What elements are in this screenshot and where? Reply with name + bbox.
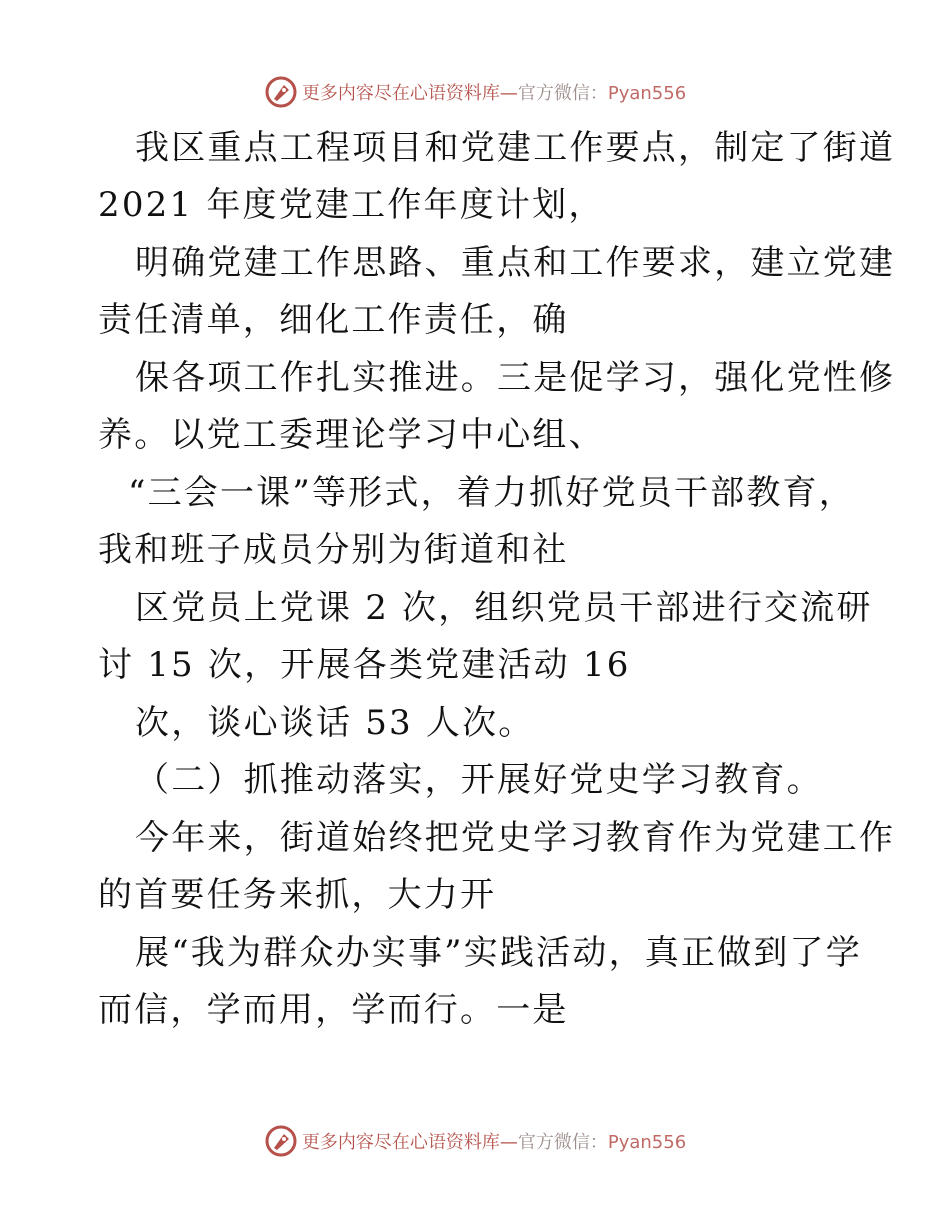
text-line: 明确党建工作思路、重点和工作要求，建立党建 (135, 243, 896, 283)
pen-nib-logo-icon (264, 75, 298, 109)
text-line: 我和班子成员分别为街道和社 (98, 530, 569, 570)
text-line: 今年来，街道始终把党史学习教育作为党建工作 (135, 818, 896, 858)
text-line: 责任清单，细化工作责任，确 (98, 300, 569, 340)
text-line: 的首要任务来抓，大力开 (98, 875, 497, 915)
text-line: “三会一课”等形式，着力抓好党员干部教育， (128, 473, 855, 513)
text-line: 区党员上党课 2 次，组织党员干部进行交流研 (135, 588, 873, 628)
text-line: 讨 15 次，开展各类党建活动 16 (98, 645, 631, 685)
text-line: 我区重点工程项目和党建工作要点，制定了街道 (135, 128, 896, 168)
watermark-separator: — (499, 83, 518, 104)
text-line: 展“我为群众办实事”实践活动，真正做到了学 (135, 933, 862, 973)
text-line: 保各项工作扎实推进。三是促学习，强化党性修 (135, 358, 896, 398)
watermark-account: Pyan556 (607, 83, 687, 104)
text-line: 养。以党工委理论学习中心组、 (98, 415, 605, 455)
footer-watermark (0, 1121, 950, 1161)
watermark-label: 官方微信： (517, 83, 608, 104)
watermark-text (302, 79, 686, 105)
section-heading: （二）抓推动落实，开展好党史学习教育。 (135, 760, 823, 800)
watermark-separator: — (499, 1132, 518, 1153)
watermark-brand: 更多内容尽在心语资料库 (301, 1132, 500, 1153)
watermark-brand: 更多内容尽在心语资料库 (301, 83, 500, 104)
header-watermark (0, 72, 950, 112)
watermark-text (302, 1128, 686, 1154)
pen-nib-logo-icon (264, 1124, 298, 1158)
text-line: 而信，学而用，学而行。一是 (98, 990, 569, 1030)
watermark-label: 官方微信： (517, 1132, 608, 1153)
text-line: 次，谈心谈话 53 人次。 (135, 703, 535, 743)
text-line: 2021 年度党建工作年度计划， (98, 185, 605, 225)
watermark-account: Pyan556 (607, 1132, 687, 1153)
